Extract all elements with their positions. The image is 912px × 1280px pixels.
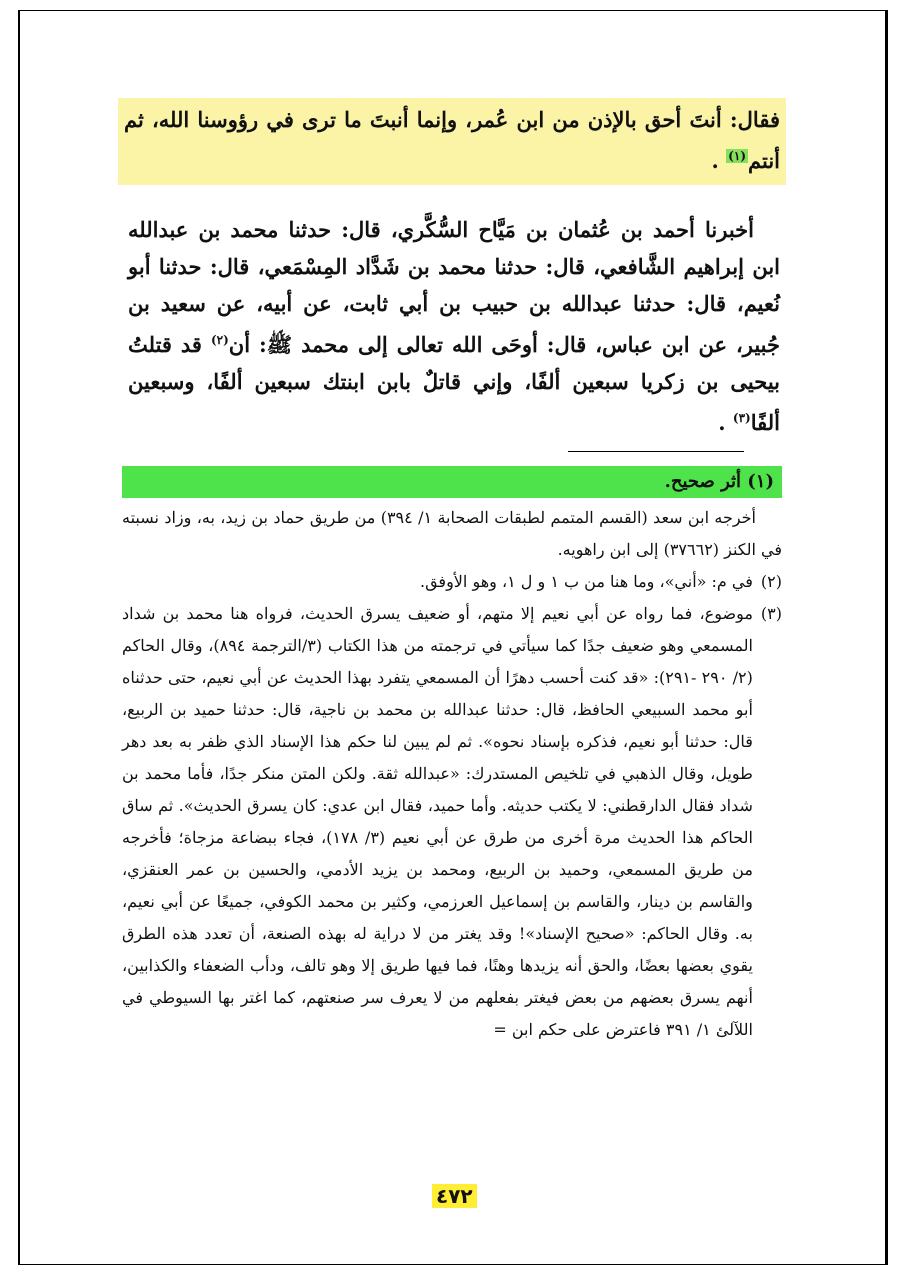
page-content	[118, 98, 786, 1046]
footnote-1-text: أخرجه ابن سعد (القسم المتمم لطبقات الصحابة ١/ ٣٩٤) من طريق حماد بن زيد، به، وزاد نسبته في الكنز (٣٧٦٦٢) إلى ابن راهويه.	[122, 508, 782, 559]
footnote-marker-2: (٢)	[210, 333, 229, 347]
main-text-part1: أخبرنا أحمد بن عُثمان بن مَيَّاح السُّكَّري، قال: حدثنا محمد بن عبدالله ابن إبراهيم الشَّافعي، قال: حدثنا محمد بن شَدَّاد المِسْمَعي، قال: حدثنا أبو نُعيم، قال: حدثنا عبدالله بن حبيب بن أبي ثابت، عن أبيه، عن سعيد بن جُبير، عن ابن عباس، قال: أوحَى الله تعالى إلى محمد ﷺ: أن	[128, 217, 780, 357]
highlighted-passage	[118, 98, 786, 185]
page-number: ٤٧٢	[432, 1184, 477, 1208]
footnote-marker-1: (١)	[728, 149, 746, 163]
footnote-2	[122, 566, 782, 598]
footnote-marker-3: (٣)	[732, 411, 751, 425]
footnote-3	[122, 598, 782, 1046]
passage-end: .	[711, 148, 727, 173]
footnote-3-text: موضوع، فما رواه عن أبي نعيم إلا متهم، أو ضعيف يسرق الحديث، فرواه هنا محمد بن شداد المسمعي وهو ضعيف جدًا كما سيأتي في ترجمته من هذا الكتاب (٣/الترجمة ٨٩٤)، وقال الحاكم (٢/ ٢٩٠ -٢٩١): «قد كنت أحسب دهرًا أن المسمعي يتفرد بهذا الحديث عن أبي نعيم، حتى حدثناه أبو محمد السبيعي الحافظ، قال: حدثنا عبدالله بن محمد بن ناجية، قال: حدثنا حميد بن الربيع، قال: حدثنا أبو نعيم، فذكره بإسناد نحوه». ثم لم يبين لنا حكم هذا الإسناد الذي ظفر به بعد دهر طويل، وقال الذهبي في تلخيص المستدرك: «عبدالله ثقة. ولكن المتن منكر جدًا، فأما محمد بن شداد فقال الدارقطني: لا يكتب حديثه. وأما حميد، فقال ابن عدي: كان يسرق الحديث». ثم ساق الحاكم هذا الحديث مرة أخرى من طرق عن أبي نعيم (٣/ ١٧٨)، فجاء ببضاعة مزجاة؛ فأخرجه من طريق المسمعي، وحميد بن الربيع، ومحمد بن يزيد الأدمي، والحسين بن عمر العنقزي، والقاسم بن دينار، والقاسم بن إسماعيل العرزمي، وكثير بن محمد الكوفي، جميعًا عن أبي نعيم، به. وقال الحاكم: «صحيح الإسناد»! وقد يغتر من لا دراية له بهذه الصنعة، أن تعدد هذه الطرق يقوي بعضها بعضًا، والحق أنه يزيدها وهنًا، فما فيها طريق إلا وهو تالف، ودأب الضعفاء والكذابين، أنهم يسرق بعضهم من بعض فيغتر بفعلهم من لا يعرف سر صنعتهم، كما اغتر بها السيوطي في اللآلئ ١/ ٣٩١ فاعترض على حكم ابن =	[122, 604, 753, 1039]
footnote-3-number: (٣)	[760, 604, 782, 623]
footnote-divider	[568, 451, 744, 452]
footnote-2-text: في م: «أني»، وما هنا من ب ١ و ل ١، وهو الأوفق.	[419, 572, 753, 591]
main-text-part2: قد قتلتُ بيحيى بن زكريا سبعين ألفًا، وإني قاتلٌ بابن ابنتك سبعين ألفًا، وسبعين ألفًا	[128, 332, 780, 435]
footnote-2-number: (٢)	[760, 572, 782, 591]
footnote-1-title: (١) أثر صحيح.	[122, 466, 782, 498]
main-paragraph	[118, 211, 786, 441]
footnotes-section	[118, 466, 786, 1046]
main-text-end: .	[718, 410, 733, 435]
passage-text: فقال: أنتَ أحق بالإذن من ابن عُمر، وإنما أنبتَ ما ترى في رؤوسنا الله، ثم أنتم	[124, 107, 780, 173]
